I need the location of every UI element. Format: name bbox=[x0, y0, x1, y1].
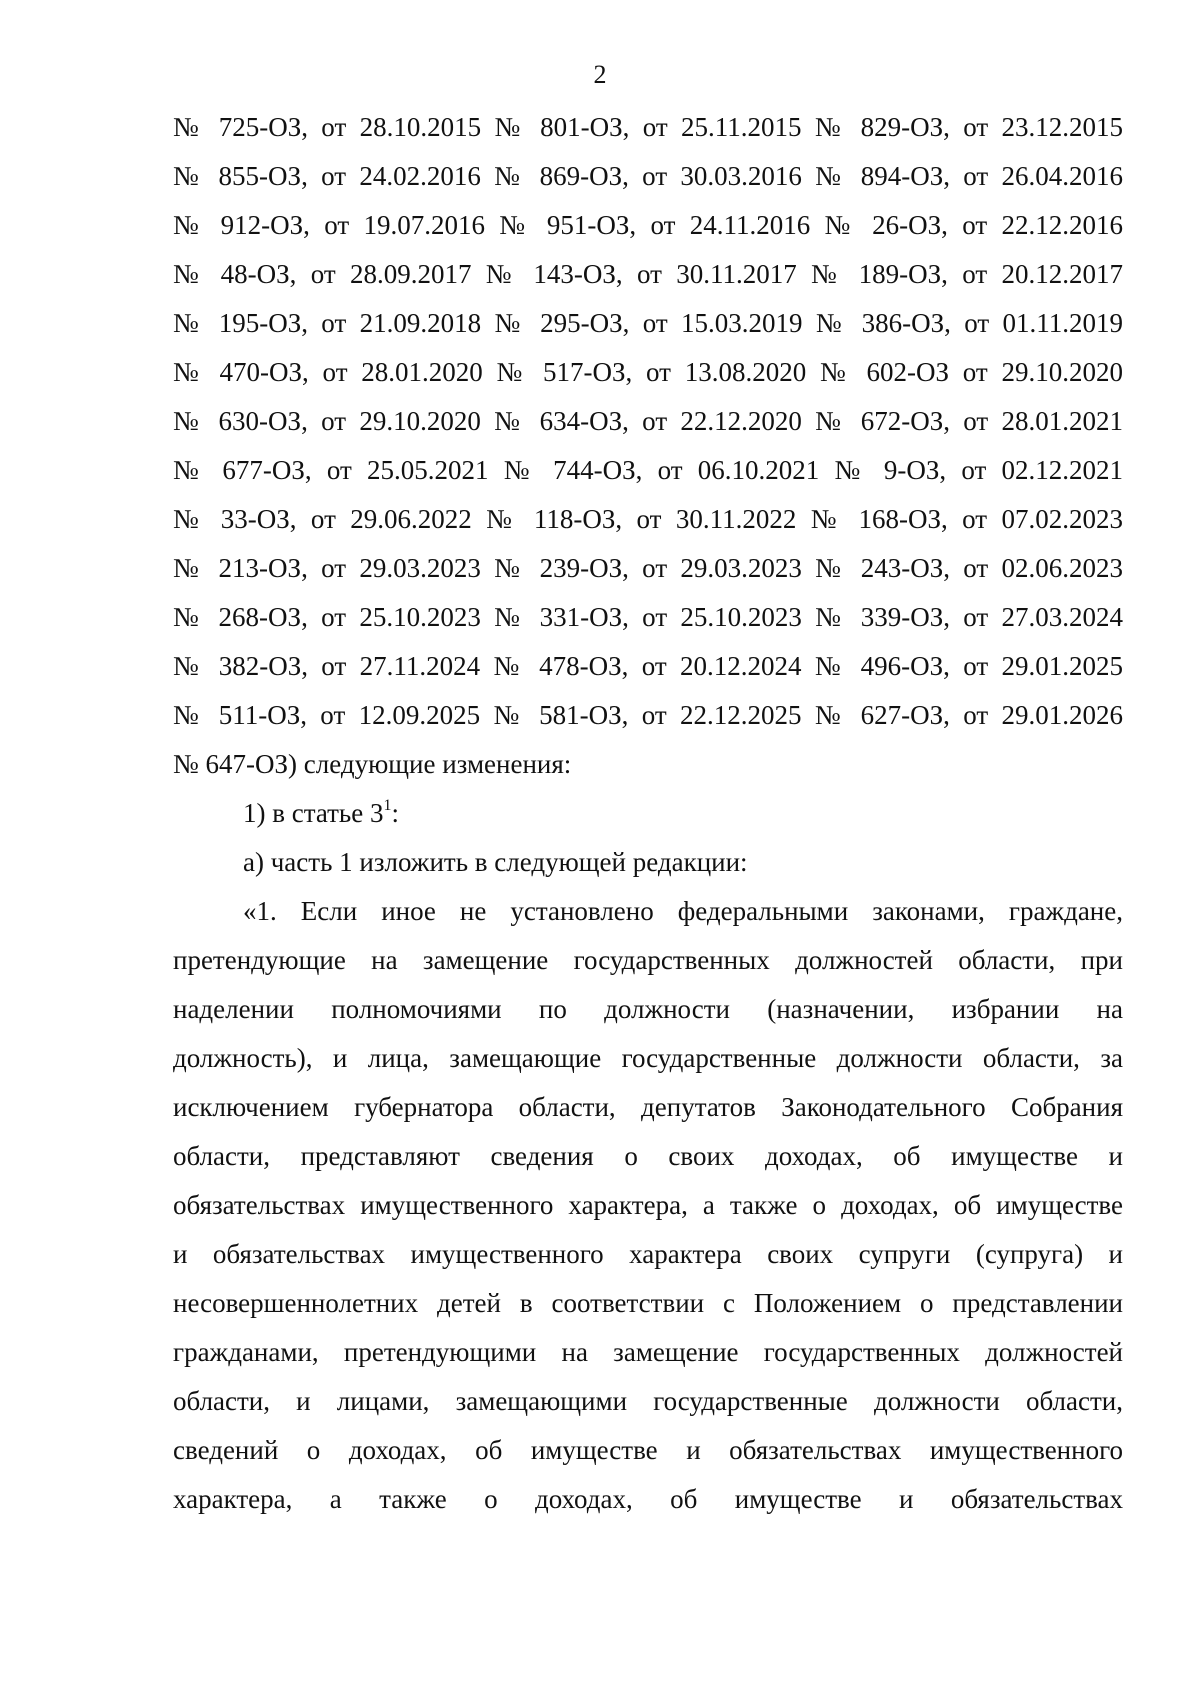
amendment-line: № 268-ОЗ, от 25.10.2023 № 331-ОЗ, от 25.10.2023 № 339-ОЗ, от 27.03.2024 bbox=[173, 602, 1123, 632]
amendment-line: № 195-ОЗ, от 21.09.2018 № 295-ОЗ, от 15.03.2019 № 386-ОЗ, от 01.11.2019 bbox=[173, 308, 1123, 338]
amendment-line: № 33-ОЗ, от 29.06.2022 № 118-ОЗ, от 30.11.2022 № 168-ОЗ, от 07.02.2023 bbox=[173, 504, 1123, 534]
item-a-heading: а) часть 1 изложить в следующей редакции: bbox=[243, 847, 748, 877]
paragraph-line: «1. Если иное не установлено федеральными законами, граждане, bbox=[243, 896, 1123, 926]
paragraph-line: и обязательствах имущественного характера своих супруги (супруга) и bbox=[173, 1239, 1123, 1269]
paragraph-line: претендующие на замещение государственных должностей области, при bbox=[173, 945, 1123, 975]
amendment-line: № 912-ОЗ, от 19.07.2016 № 951-ОЗ, от 24.11.2016 № 26-ОЗ, от 22.12.2016 bbox=[173, 210, 1123, 240]
amendment-line: № 48-ОЗ, от 28.09.2017 № 143-ОЗ, от 30.11.2017 № 189-ОЗ, от 20.12.2017 bbox=[173, 259, 1123, 289]
paragraph-line: обязательствах имущественного характера, а также о доходах, об имуществе bbox=[173, 1190, 1123, 1220]
amendment-line: № 630-ОЗ, от 29.10.2020 № 634-ОЗ, от 22.12.2020 № 672-ОЗ, от 28.01.2021 bbox=[173, 406, 1123, 436]
paragraph-line: характера, а также о доходах, об имуществе и обязательствах bbox=[173, 1484, 1123, 1514]
paragraph-line: исключением губернатора области, депутатов Законодательного Собрания bbox=[173, 1092, 1123, 1122]
amendment-line: № 470-ОЗ, от 28.01.2020 № 517-ОЗ, от 13.08.2020 № 602-ОЗ от 29.10.2020 bbox=[173, 357, 1123, 387]
paragraph-line: наделении полномочиями по должности (назначении, избрании на bbox=[173, 994, 1123, 1024]
paragraph-line: несовершеннолетних детей в соответствии с Положением о представлении bbox=[173, 1288, 1123, 1318]
paragraph-line: сведений о доходах, об имуществе и обязательствах имущественного bbox=[173, 1435, 1123, 1465]
amendment-line-end: № 647-ОЗ) следующие изменения: bbox=[173, 749, 572, 779]
paragraph-line: области, и лицами, замещающими государственные должности области, bbox=[173, 1386, 1123, 1416]
amendment-line: № 213-ОЗ, от 29.03.2023 № 239-ОЗ, от 29.03.2023 № 243-ОЗ, от 02.06.2023 bbox=[173, 553, 1123, 583]
item-1-heading bbox=[173, 789, 1123, 838]
page-number: 2 bbox=[593, 60, 607, 89]
amendment-line: № 382-ОЗ, от 27.11.2024 № 478-ОЗ, от 20.12.2024 № 496-ОЗ, от 29.01.2025 bbox=[173, 651, 1123, 681]
item-1-superscript: 1 bbox=[383, 797, 392, 814]
paragraph-line: области, представляют сведения о своих доходах, об имуществе и bbox=[173, 1141, 1123, 1171]
amendment-line: № 855-ОЗ, от 24.02.2016 № 869-ОЗ, от 30.03.2016 № 894-ОЗ, от 26.04.2016 bbox=[173, 161, 1123, 191]
item-1-suffix: : bbox=[391, 798, 399, 828]
paragraph-line: гражданами, претендующими на замещение государственных должностей bbox=[173, 1337, 1123, 1367]
amendment-line: № 677-ОЗ, от 25.05.2021 № 744-ОЗ, от 06.10.2021 № 9-ОЗ, от 02.12.2021 bbox=[173, 455, 1123, 485]
document-body bbox=[173, 103, 1123, 1524]
amendment-line: № 725-ОЗ, от 28.10.2015 № 801-ОЗ, от 25.11.2015 № 829-ОЗ, от 23.12.2015 bbox=[173, 112, 1123, 142]
paragraph-line: должность), и лица, замещающие государственные должности области, за bbox=[173, 1043, 1123, 1073]
amendment-line: № 511-ОЗ, от 12.09.2025 № 581-ОЗ, от 22.12.2025 № 627-ОЗ, от 29.01.2026 bbox=[173, 700, 1123, 730]
item-1-text: 1) в статье 3 bbox=[243, 798, 384, 828]
